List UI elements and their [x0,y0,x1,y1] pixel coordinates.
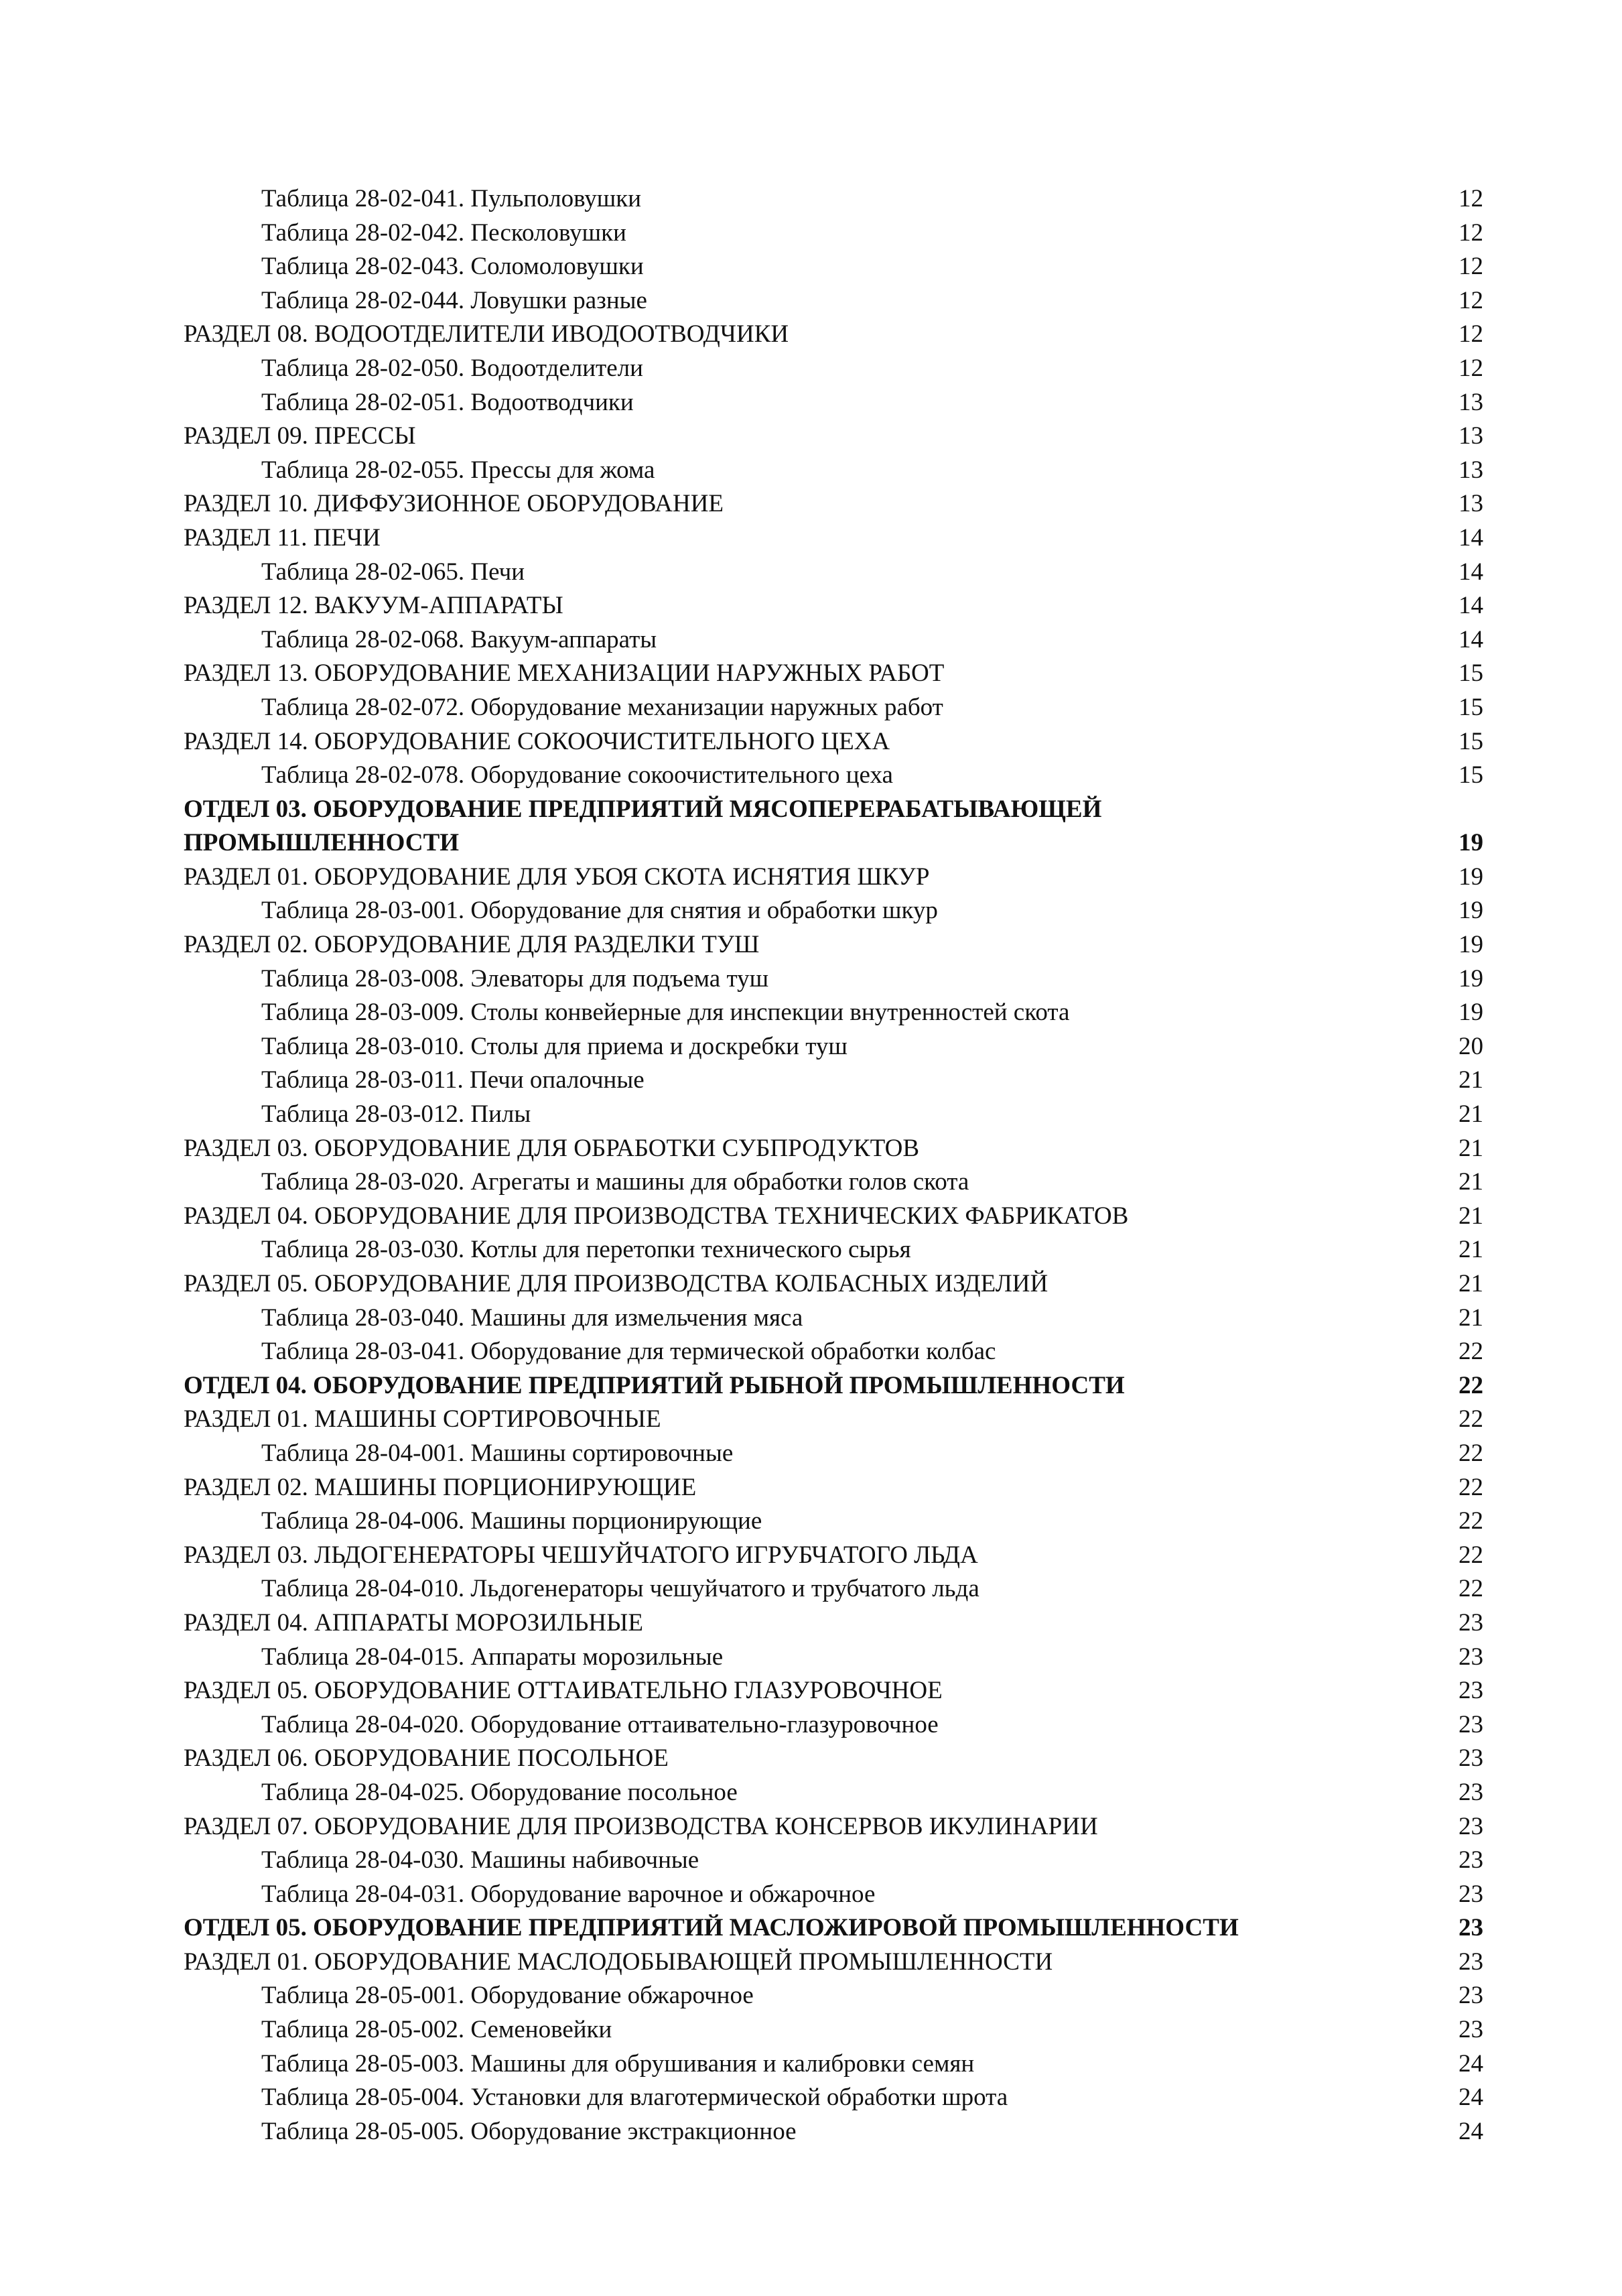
toc-entry-page-number: 19 [1459,897,1483,925]
toc-entry-title: Таблица 28-03-010. Столы для приема и доскребки туш [261,1032,848,1060]
toc-entry-section[interactable] [184,1946,1483,1980]
toc-entry-title: РАЗДЕЛ 09. ПРЕССЫ [184,422,416,450]
toc-entry-table[interactable] [184,1641,1483,1675]
toc-entry-table[interactable] [184,1437,1483,1471]
toc-entry-title: РАЗДЕЛ 02. ОБОРУДОВАНИЕ ДЛЯ РАЗДЕЛКИ ТУШ [184,931,760,959]
toc-entry-section[interactable] [184,1742,1483,1776]
toc-entry-title: Таблица 28-04-025. Оборудование посольное [261,1778,738,1806]
toc-entry-page-number: 23 [1459,1880,1483,1908]
toc-entry-page-number: 21 [1459,1236,1483,1264]
toc-entry-title: РАЗДЕЛ 10. ДИФФУЗИОННОЕ ОБОРУДОВАНИЕ [184,490,724,518]
toc-entry-page-number: 22 [1459,1575,1483,1603]
toc-entry-page-number: 15 [1459,693,1483,721]
toc-entry-page-number: 24 [1459,2117,1483,2145]
toc-entry-title: РАЗДЕЛ 14. ОБОРУДОВАНИЕ СОКООЧИСТИТЕЛЬНОГО ЦЕХА [184,727,890,755]
toc-entry-title: Таблица 28-03-041. Оборудование для термической обработки колбас [261,1338,996,1366]
toc-entry-table[interactable] [184,623,1483,657]
toc-entry-table[interactable] [184,352,1483,386]
toc-entry-title: Таблица 28-04-001. Машины сортировочные [261,1439,734,1467]
toc-entry-dept[interactable] [184,1911,1483,1946]
toc-entry-section[interactable] [184,657,1483,691]
toc-entry-title: РАЗДЕЛ 03. ЛЬДОГЕНЕРАТОРЫ ЧЕШУЙЧАТОГО ИГРУБЧАТОГО ЛЬДА [184,1541,978,1569]
toc-entry-title: Таблица 28-04-031. Оборудование варочное и обжарочное [261,1880,876,1908]
toc-entry-page-number: 19 [1459,829,1483,857]
toc-entry-page-number: 12 [1459,185,1483,212]
toc-entry-title: РАЗДЕЛ 11. ПЕЧИ [184,523,381,552]
toc-entry-section[interactable] [184,1267,1483,1301]
toc-entry-page-number: 23 [1459,1643,1483,1671]
toc-entry-page-number: 15 [1459,727,1483,755]
toc-entry-page-number: 21 [1459,1270,1483,1297]
toc-entry-page-number: 12 [1459,320,1483,348]
toc-entry-table[interactable] [184,2115,1483,2149]
toc-entry-table[interactable] [184,1572,1483,1606]
toc-entry-page-number: 14 [1459,625,1483,653]
toc-entry-page-number: 22 [1459,1473,1483,1501]
toc-entry-table[interactable] [184,1165,1483,1200]
toc-entry-table[interactable] [184,2081,1483,2115]
toc-entry-page-number: 19 [1459,863,1483,891]
toc-entry-page-number: 12 [1459,253,1483,281]
toc-entry-title: Таблица 28-04-020. Оборудование оттаивательно-глазуровочное [261,1710,939,1738]
toc-entry-section[interactable] [184,1606,1483,1641]
toc-entry-page-number: 23 [1459,1846,1483,1874]
toc-entry-page-number: 14 [1459,558,1483,586]
toc-entry-table[interactable] [184,2047,1483,2082]
toc-entry-table[interactable] [184,454,1483,488]
toc-entry-table[interactable] [184,182,1483,216]
toc-entry-title: Таблица 28-03-008. Элеваторы для подъема туш [261,964,769,993]
toc-entry-section[interactable] [184,521,1483,556]
toc-entry-table[interactable] [184,1505,1483,1539]
toc-entry-title: Таблица 28-05-004. Установки для влаготермической обработки шрота [261,2084,1008,2112]
toc-entry-title: РАЗДЕЛ 02. МАШИНЫ ПОРЦИОНИРУЮЩИЕ [184,1473,697,1501]
toc-entry-section[interactable] [184,318,1483,352]
toc-entry-page-number: 19 [1459,964,1483,993]
toc-entry-page-number: 23 [1459,1982,1483,2010]
toc-entry-title: РАЗДЕЛ 03. ОБОРУДОВАНИЕ ДЛЯ ОБРАБОТКИ СУБПРОДУКТОВ [184,1134,920,1162]
toc-entry-page-number: 22 [1459,1338,1483,1366]
toc-entry-page-number: 23 [1459,1677,1483,1705]
toc-entry-table[interactable] [184,1979,1483,2013]
toc-entry-title: Таблица 28-02-078. Оборудование сокоочистительного цеха [261,761,893,789]
toc-entry-title: РАЗДЕЛ 08. ВОДООТДЕЛИТЕЛИ ИВОДООТВОДЧИКИ [184,320,789,348]
toc-entry-table[interactable] [184,250,1483,284]
toc-entry-table[interactable] [184,1844,1483,1878]
toc-entry-section[interactable] [184,487,1483,521]
toc-entry-page-number: 21 [1459,1168,1483,1196]
toc-entry-table[interactable] [184,1301,1483,1336]
toc-entry-title: РАЗДЕЛ 01. ОБОРУДОВАНИЕ ДЛЯ УБОЯ СКОТА ИСНЯТИЯ ШКУР [184,863,930,891]
toc-entry-title: Таблица 28-05-005. Оборудование экстракционное [261,2117,797,2145]
toc-entry-page-number: 22 [1459,1507,1483,1535]
toc-entry-page-number: 23 [1459,1744,1483,1773]
toc-entry-title: РАЗДЕЛ 04. ОБОРУДОВАНИЕ ДЛЯ ПРОИЗВОДСТВА ТЕХНИЧЕСКИХ ФАБРИКАТОВ [184,1202,1129,1230]
toc-entry-page-number: 24 [1459,2049,1483,2078]
toc-entry-page-number: 22 [1459,1541,1483,1569]
toc-entry-title: РАЗДЕЛ 13. ОБОРУДОВАНИЕ МЕХАНИЗАЦИИ НАРУЖНЫХ РАБОТ [184,659,945,688]
toc-entry-page-number: 23 [1459,1608,1483,1637]
toc-entry-page-number: 21 [1459,1202,1483,1230]
toc-entry-section[interactable] [184,860,1483,895]
toc-entry-table[interactable] [184,1776,1483,1810]
toc-entry-table[interactable] [184,894,1483,928]
toc-entry-title: Таблица 28-03-040. Машины для измельчения мяса [261,1303,803,1332]
toc-entry-section[interactable] [184,1200,1483,1234]
toc-entry-dept[interactable] [184,793,1483,860]
toc-entry-table[interactable] [184,962,1483,997]
toc-entry-title: Таблица 28-02-065. Печи [261,558,525,586]
toc-entry-title: РАЗДЕЛ 06. ОБОРУДОВАНИЕ ПОСОЛЬНОЕ [184,1744,669,1773]
toc-entry-title: РАЗДЕЛ 05. ОБОРУДОВАНИЕ ОТТАИВАТЕЛЬНО ГЛАЗУРОВОЧНОЕ [184,1677,943,1705]
toc-entry-title: Таблица 28-02-043. Соломоловушки [261,253,644,281]
toc-entry-title: Таблица 28-03-001. Оборудование для снятия и обработки шкур [261,897,938,925]
toc-entry-table[interactable] [184,1030,1483,1064]
toc-entry-table[interactable] [184,1064,1483,1098]
toc-entry-page-number: 19 [1459,931,1483,959]
toc-entry-page-number: 19 [1459,999,1483,1027]
toc-entry-title: Таблица 28-04-010. Льдогенераторы чешуйчатого и трубчатого льда [261,1575,979,1603]
toc-entry-title: Таблица 28-03-030. Котлы для перетопки технического сырья [261,1236,911,1264]
toc-entry-table[interactable] [184,1708,1483,1742]
toc-entry-table[interactable] [184,1233,1483,1267]
toc-entry-table[interactable] [184,2013,1483,2047]
toc-entry-section[interactable] [184,420,1483,454]
toc-entry-page-number: 12 [1459,286,1483,314]
toc-entry-page-number: 21 [1459,1066,1483,1094]
toc-entry-title: Таблица 28-04-006. Машины порционирующие [261,1507,762,1535]
toc-entry-section[interactable] [184,1471,1483,1505]
toc-entry-section[interactable] [184,1674,1483,1708]
toc-entry-table[interactable] [184,996,1483,1030]
toc-entry-page-number: 23 [1459,2016,1483,2044]
toc-entry-table[interactable] [184,216,1483,251]
toc-entry-table[interactable] [184,1878,1483,1912]
toc-entry-table[interactable] [184,1098,1483,1132]
toc-entry-section[interactable] [184,1403,1483,1437]
table-of-contents [184,182,1483,2149]
toc-entry-title: РАЗДЕЛ 04. АППАРАТЫ МОРОЗИЛЬНЫЕ [184,1608,643,1637]
toc-entry-title: Таблица 28-02-068. Вакуум-аппараты [261,625,657,653]
toc-entry-title: Таблица 28-05-001. Оборудование обжарочное [261,1982,754,2010]
toc-entry-page-number: 15 [1459,761,1483,789]
toc-entry-section[interactable] [184,1539,1483,1573]
toc-entry-title: Таблица 28-02-041. Пульполовушки [261,185,642,212]
toc-entry-title: Таблица 28-02-051. Водоотводчики [261,388,634,416]
toc-entry-title: Таблица 28-03-009. Столы конвейерные для инспекции внутренностей скота [261,999,1070,1027]
toc-entry-page-number: 14 [1459,523,1483,552]
toc-entry-title: Таблица 28-02-072. Оборудование механизации наружных работ [261,693,943,721]
toc-entry-page-number: 22 [1459,1439,1483,1467]
toc-entry-section[interactable] [184,1132,1483,1166]
toc-entry-title: Таблица 28-04-030. Машины набивочные [261,1846,699,1874]
toc-entry-title: Таблица 28-04-015. Аппараты морозильные [261,1643,724,1671]
toc-entry-title: Таблица 28-03-012. Пилы [261,1100,531,1129]
toc-entry-table[interactable] [184,691,1483,725]
toc-entry-page-number: 20 [1459,1032,1483,1060]
toc-entry-page-number: 15 [1459,659,1483,688]
toc-entry-page-number: 13 [1459,388,1483,416]
toc-entry-page-number: 12 [1459,218,1483,247]
toc-entry-page-number: 21 [1459,1303,1483,1332]
toc-entry-section[interactable] [184,725,1483,759]
toc-entry-title: РАЗДЕЛ 01. ОБОРУДОВАНИЕ МАСЛОДОБЫВАЮЩЕЙ ПРОМЫШЛЕННОСТИ [184,1948,1053,1976]
toc-entry-title: Таблица 28-05-002. Семеновейки [261,2016,612,2044]
toc-entry-title: Таблица 28-02-050. Водоотделители [261,354,643,382]
toc-entry-table[interactable] [184,556,1483,590]
toc-entry-section[interactable] [184,589,1483,623]
toc-entry-section[interactable] [184,928,1483,962]
toc-entry-page-number: 23 [1459,1948,1483,1976]
toc-entry-title: РАЗДЕЛ 12. ВАКУУМ-АППАРАТЫ [184,592,563,620]
toc-entry-page-number: 23 [1459,1778,1483,1806]
toc-entry-page-number: 21 [1459,1134,1483,1162]
toc-entry-title: Таблица 28-03-011. Печи опалочные [261,1066,645,1094]
toc-entry-table[interactable] [184,284,1483,318]
toc-entry-title: Таблица 28-05-003. Машины для обрушивания и калибровки семян [261,2049,975,2078]
toc-entry-table[interactable] [184,759,1483,793]
toc-entry-page-number: 12 [1459,354,1483,382]
toc-entry-title: Таблица 28-02-055. Прессы для жома [261,456,655,484]
toc-entry-title: ОТДЕЛ 04. ОБОРУДОВАНИЕ ПРЕДПРИЯТИЙ РЫБНОЙ ПРОМЫШЛЕННОСТИ [184,1371,1125,1399]
toc-entry-title: ОТДЕЛ 03. ОБОРУДОВАНИЕ ПРЕДПРИЯТИЙ МЯСОПЕРЕРАБАТЫВАЮЩЕЙ ПРОМЫШЛЕННОСТИ [184,795,1102,857]
toc-entry-title: РАЗДЕЛ 05. ОБОРУДОВАНИЕ ДЛЯ ПРОИЗВОДСТВА КОЛБАСНЫХ ИЗДЕЛИЙ [184,1270,1049,1297]
toc-entry-page-number: 13 [1459,422,1483,450]
toc-entry-page-number: 21 [1459,1100,1483,1129]
toc-entry-page-number: 14 [1459,592,1483,620]
toc-entry-page-number: 22 [1459,1405,1483,1433]
toc-entry-page-number: 24 [1459,2084,1483,2112]
toc-entry-title: Таблица 28-03-020. Агрегаты и машины для обработки голов скота [261,1168,969,1196]
toc-entry-page-number: 13 [1459,456,1483,484]
toc-entry-page-number: 13 [1459,490,1483,518]
toc-entry-table[interactable] [184,1335,1483,1369]
toc-entry-section[interactable] [184,1810,1483,1844]
toc-entry-table[interactable] [184,386,1483,420]
toc-entry-title: Таблица 28-02-044. Ловушки разные [261,286,647,314]
toc-entry-title: ОТДЕЛ 05. ОБОРУДОВАНИЕ ПРЕДПРИЯТИЙ МАСЛОЖИРОВОЙ ПРОМЫШЛЕННОСТИ [184,1914,1239,1942]
toc-entry-title: Таблица 28-02-042. Песколовушки [261,218,626,247]
toc-entry-page-number: 22 [1459,1371,1483,1399]
toc-entry-title: РАЗДЕЛ 01. МАШИНЫ СОРТИРОВОЧНЫЕ [184,1405,661,1433]
toc-entry-page-number: 23 [1459,1710,1483,1738]
toc-entry-dept[interactable] [184,1369,1483,1403]
toc-entry-page-number: 23 [1459,1914,1483,1942]
toc-entry-page-number: 23 [1459,1812,1483,1840]
toc-entry-title: РАЗДЕЛ 07. ОБОРУДОВАНИЕ ДЛЯ ПРОИЗВОДСТВА КОНСЕРВОВ ИКУЛИНАРИИ [184,1812,1098,1840]
